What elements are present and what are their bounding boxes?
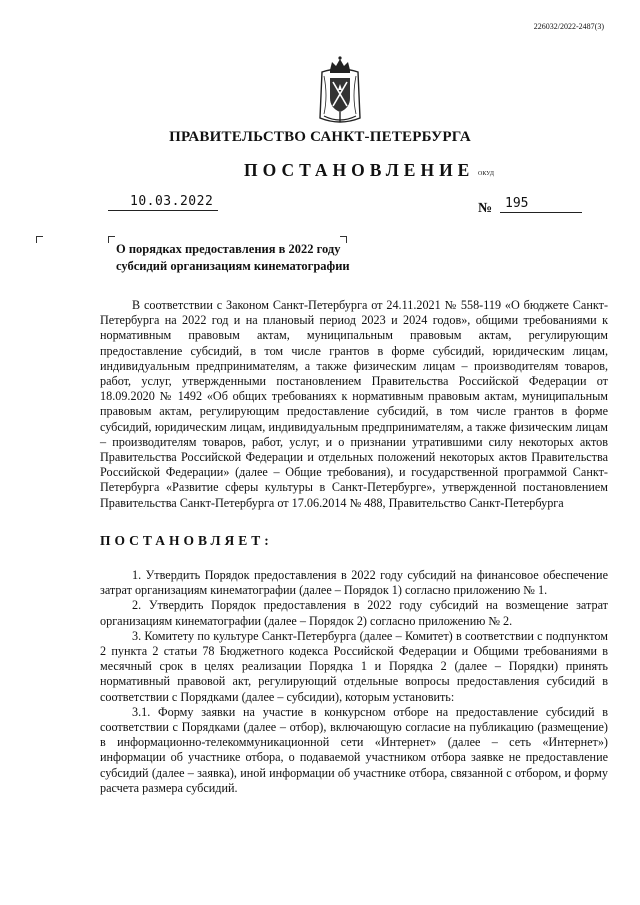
document-number: 226032/2022-2487(3) (533, 22, 604, 31)
number-sign: № (478, 201, 493, 216)
decree-date: 10.03.2022 (130, 194, 214, 209)
okud-label: ОКУД (478, 171, 494, 177)
corner-mark-title-left (108, 236, 115, 243)
date-underline (108, 210, 218, 211)
decree-item: 2. Утвердить Порядок предоставления в 2022 году субсидий на возмещение затрат организациям кинематографии (далее – Порядок 2) согласно приложению № 2. (100, 598, 608, 628)
preamble-paragraph: В соответствии с Законом Санкт-Петербурга от 24.11.2021 № 558-119 «О бюджете Санкт-Петербурга на 2022 год и на плановый период 2023 и 2024 годов», общими требованиями к нормативным правовым актам, муниципальным правовым актам, регулирующим предоставление субсидий, в том числе грантов в форме субсидий, юридическим лицам, индивидуальным предпринимателям, а также физическим лицам – производителям товаров, работ, услуг, утвержденными постановлением Правительства Российской Федерации от 18.09.2020 № 1492 «Об общих требованиях к нормативным правовым актам, муниципальным правовым актам, регулирующим предоставление субсидий, в том числе грантов в форме субсидий, юридическим лицам, индивидуальным предпринимателям, а также физическим лицам – производителям товаров, работ, услуг, и о признании утратившими силу некоторых актов Правительства Российской Федерации и отдельных положений некоторых актов Правительства Российской Федерации» (далее – Общие требования), и государственной программой Санкт-Петербурга «Развитие сферы культуры в Санкт-Петербурге», утвержденной постановлением Правительства Санкт-Петербурга от 17.06.2014 № 488, Правительство Санкт-Петербурга (100, 298, 608, 510)
corner-mark-left (36, 236, 43, 243)
decree-item: 1. Утвердить Порядок предоставления в 2022 году субсидий на финансовое обеспечение затрат организациям кинематографии (далее – Порядок 1) согласно приложению № 1. (100, 568, 608, 598)
resolves-heading: ПОСТАНОВЛЯЕТ: (100, 533, 273, 548)
decree-heading: ПОСТАНОВЛЕНИЕ (244, 160, 475, 180)
decree-item: 3.1. Форму заявки на участие в конкурсном отборе на предоставление субсидий в соответствии с Порядками (далее – отбор), включающую согласие на публикацию (размещение) в информационно-телекоммуникационной сети «Интернет» (далее – сеть «Интернет») информации об участнике отбора, о подаваемой участником отбора заявке не предоставление субсидий (далее – заявка), иной информации об участнике отбора, связанной с отбором, и форму расчета размера субсидий. (100, 704, 608, 795)
decree-number: 195 (505, 196, 529, 211)
title-line-2: субсидий организациям кинематографии (116, 259, 350, 273)
decree-title (116, 241, 350, 275)
coat-of-arms-icon (318, 56, 362, 126)
title-line-1: О порядках предоставления в 2022 году (116, 242, 341, 256)
decree-item: 3. Комитету по культуре Санкт-Петербурга (далее – Комитет) в соответствии с подпунктом 2 пункта 2 статьи 78 Бюджетного кодекса Российской Федерации и Общими требованиями в месячный срок в целях реализации Порядка 1 и Порядка 2 (далее – Порядки) принять нормативный правовой акт, регулирующий отдельные вопросы предоставления субсидий в соответствии с Порядками (далее – субсидии), которым установить: (100, 628, 608, 704)
decree-items (100, 568, 608, 796)
number-underline (500, 212, 582, 213)
government-name: ПРАВИТЕЛЬСТВО САНКТ-ПЕТЕРБУРГА (169, 129, 471, 145)
